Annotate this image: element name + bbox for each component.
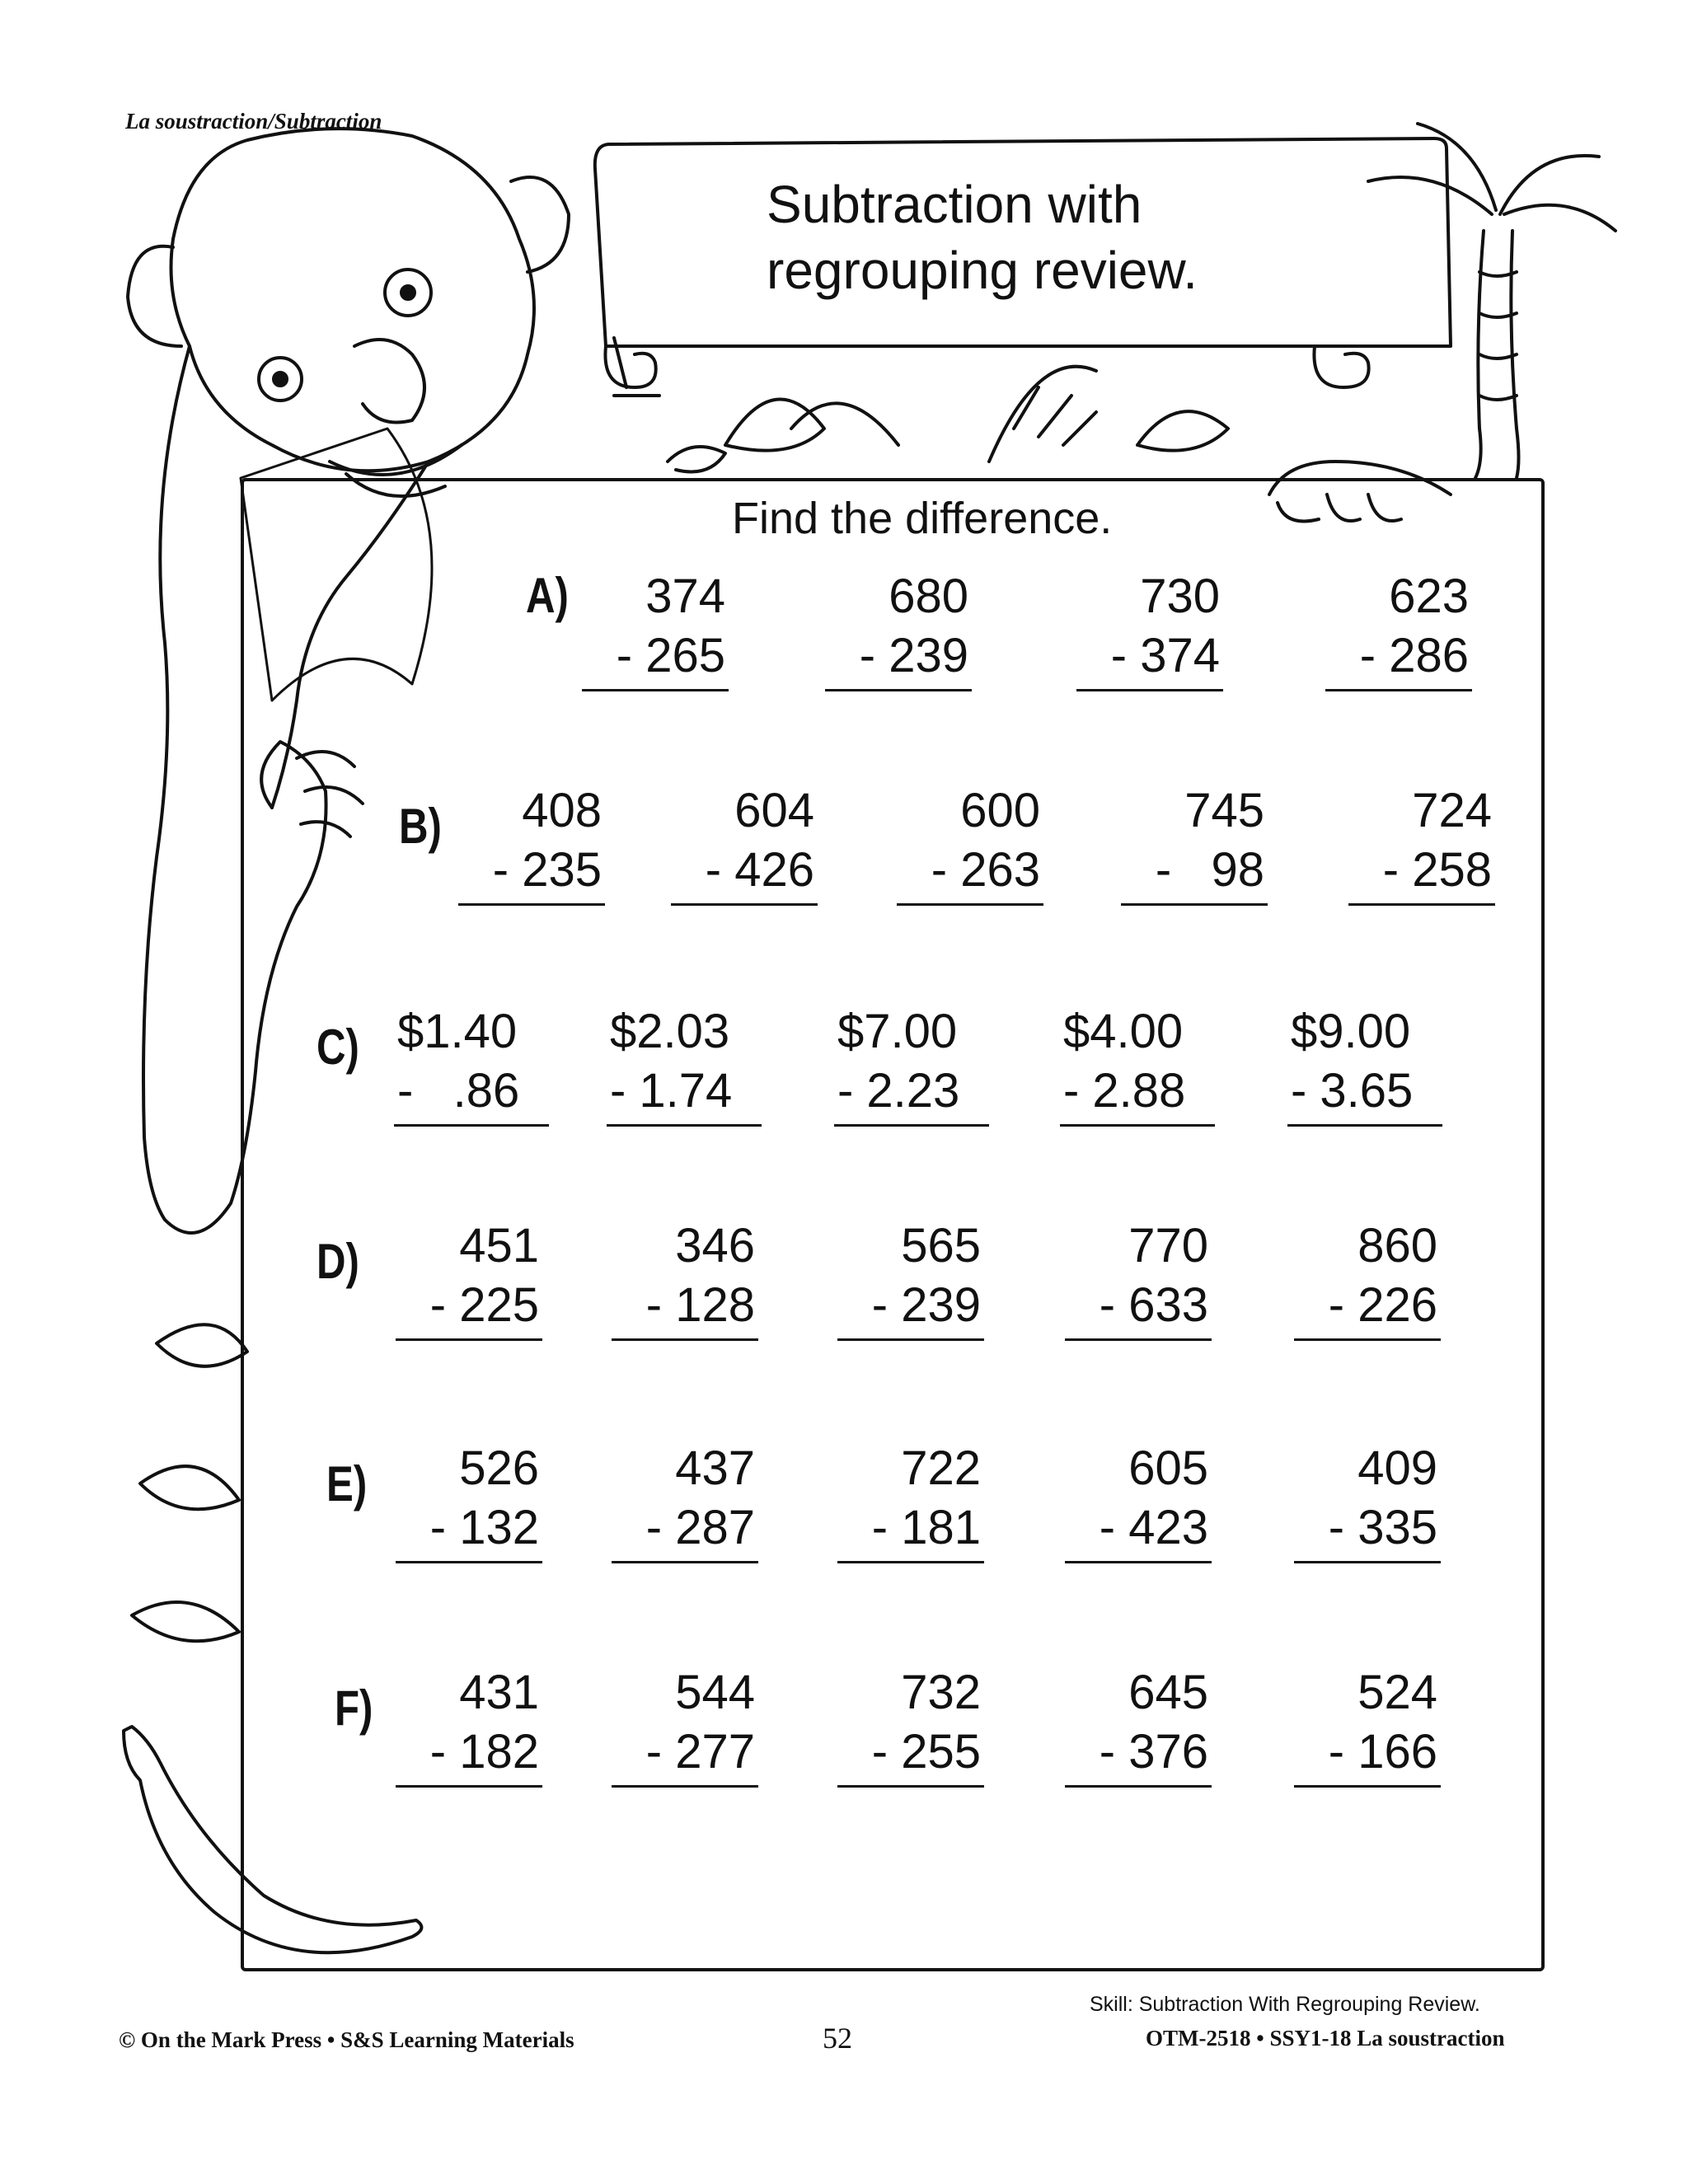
- problem-b-3: [900, 781, 1040, 900]
- answer-line: [671, 903, 818, 906]
- row-label-b: B): [399, 799, 442, 854]
- minuend: 680: [889, 569, 968, 623]
- subtrahend: - 98: [1155, 843, 1264, 897]
- header-label: La soustraction/Subtraction: [125, 109, 382, 134]
- subtrahend: - 181: [871, 1501, 981, 1554]
- problem-d-5: [1297, 1216, 1437, 1335]
- subtrahend: - 182: [429, 1725, 539, 1779]
- minuend: 565: [901, 1219, 981, 1272]
- answer-line: [1348, 903, 1495, 906]
- problem-b-5: [1352, 781, 1492, 900]
- problem-f-5: [1297, 1663, 1437, 1782]
- minuend: 437: [675, 1441, 755, 1495]
- subtrahend: - 2.88: [1063, 1064, 1186, 1118]
- answer-line: [458, 903, 605, 906]
- answer-line: [607, 1124, 762, 1127]
- answer-line: [1287, 1124, 1442, 1127]
- minuend: 724: [1412, 784, 1492, 837]
- answer-line: [834, 1124, 989, 1127]
- minuend: 605: [1128, 1441, 1208, 1495]
- answer-line: [1294, 1338, 1441, 1341]
- skill-text: Skill: Subtraction With Regrouping Review.: [1090, 1993, 1480, 2016]
- minuend: 732: [901, 1666, 981, 1719]
- answer-line: [1060, 1124, 1215, 1127]
- problem-f-4: [1068, 1663, 1208, 1782]
- subtrahend: - 3.65: [1291, 1064, 1414, 1118]
- answer-line: [1294, 1561, 1441, 1563]
- problem-d-1: [399, 1216, 539, 1335]
- problem-c-2: [610, 1002, 758, 1121]
- problem-d-2: [615, 1216, 755, 1335]
- answer-line: [1065, 1338, 1212, 1341]
- minuend: 526: [459, 1441, 539, 1495]
- problem-f-3: [841, 1663, 981, 1782]
- subtrahend: - 376: [1099, 1725, 1208, 1779]
- subtrahend: - 239: [871, 1278, 981, 1332]
- subtrahend: - 239: [859, 629, 968, 682]
- page-number: 52: [823, 2022, 852, 2055]
- minuend: $7.00: [837, 1005, 958, 1058]
- problem-c-3: [837, 1002, 986, 1121]
- subtrahend: - 166: [1328, 1725, 1437, 1779]
- answer-line: [837, 1785, 984, 1788]
- subtrahend: - 132: [429, 1501, 539, 1554]
- answer-line: [396, 1338, 542, 1341]
- minuend: 408: [522, 784, 602, 837]
- problem-e-5: [1297, 1439, 1437, 1558]
- problem-e-3: [841, 1439, 981, 1558]
- minuend: 346: [675, 1219, 755, 1272]
- copyright-text: © On the Mark Press • S&S Learning Materials: [119, 2027, 574, 2052]
- subtrahend: - 258: [1382, 843, 1492, 897]
- subtrahend: - 226: [1328, 1278, 1437, 1332]
- minuend: $9.00: [1291, 1005, 1411, 1058]
- answer-line: [1294, 1785, 1441, 1788]
- subtrahend: - 426: [705, 843, 814, 897]
- answer-line: [837, 1338, 984, 1341]
- subtrahend: - 1.74: [610, 1064, 733, 1118]
- minuend: 730: [1140, 569, 1220, 623]
- product-code: OTM-2518 • SSY1-18 La soustraction: [1146, 2026, 1505, 2050]
- banner-title: [767, 171, 1278, 303]
- banner-title-line-1: Subtraction with: [767, 175, 1142, 234]
- minuend: 745: [1184, 784, 1264, 837]
- subtrahend: - .86: [397, 1064, 520, 1118]
- subtrahend: - 128: [645, 1278, 755, 1332]
- subtrahend: - 287: [645, 1501, 755, 1554]
- answer-line: [612, 1561, 758, 1563]
- subtrahend: - 277: [645, 1725, 755, 1779]
- subtrahend: - 263: [931, 843, 1040, 897]
- subtrahend: - 225: [429, 1278, 539, 1332]
- problem-e-1: [399, 1439, 539, 1558]
- minuend: 604: [734, 784, 814, 837]
- subtrahend: - 255: [871, 1725, 981, 1779]
- problem-c-4: [1063, 1002, 1212, 1121]
- answer-line: [837, 1561, 984, 1563]
- minuend: 600: [960, 784, 1040, 837]
- minuend: $1.40: [397, 1005, 518, 1058]
- problem-d-3: [841, 1216, 981, 1335]
- problem-a-1: [585, 567, 725, 686]
- subtrahend: - 286: [1359, 629, 1469, 682]
- minuend: 860: [1357, 1219, 1437, 1272]
- problem-b-2: [674, 781, 814, 900]
- answer-line: [1065, 1785, 1212, 1788]
- problem-d-4: [1068, 1216, 1208, 1335]
- problem-c-5: [1291, 1002, 1439, 1121]
- answer-line: [825, 689, 972, 691]
- subtrahend: - 2.23: [837, 1064, 960, 1118]
- answer-line: [612, 1338, 758, 1341]
- answer-line: [582, 689, 729, 691]
- problem-f-1: [399, 1663, 539, 1782]
- answer-line: [1325, 689, 1472, 691]
- minuend: 770: [1128, 1219, 1208, 1272]
- answer-line: [1065, 1561, 1212, 1563]
- answer-line: [396, 1785, 542, 1788]
- subtrahend: - 265: [616, 629, 725, 682]
- problem-e-2: [615, 1439, 755, 1558]
- answer-line: [394, 1124, 549, 1127]
- minuend: 409: [1357, 1441, 1437, 1495]
- minuend: 451: [459, 1219, 539, 1272]
- problem-b-4: [1124, 781, 1264, 900]
- minuend: 431: [459, 1666, 539, 1719]
- minuend: 722: [901, 1441, 981, 1495]
- problem-a-3: [1080, 567, 1220, 686]
- minuend: 645: [1128, 1666, 1208, 1719]
- row-label-d: D): [316, 1234, 359, 1289]
- problem-b-1: [462, 781, 602, 900]
- minuend: 544: [675, 1666, 755, 1719]
- answer-line: [1076, 689, 1223, 691]
- minuend: 374: [645, 569, 725, 623]
- row-label-e: E): [326, 1456, 368, 1511]
- subtrahend: - 335: [1328, 1501, 1437, 1554]
- minuend: $2.03: [610, 1005, 730, 1058]
- subtrahend: - 235: [492, 843, 602, 897]
- subtrahend: - 633: [1099, 1278, 1208, 1332]
- row-label-a: A): [526, 568, 569, 623]
- problem-e-4: [1068, 1439, 1208, 1558]
- minuend: 524: [1357, 1666, 1437, 1719]
- answer-line: [396, 1561, 542, 1563]
- answer-line: [897, 903, 1043, 906]
- problem-c-1: [397, 1002, 546, 1121]
- instruction-text: Find the difference.: [732, 494, 1113, 543]
- subtrahend: - 423: [1099, 1501, 1208, 1554]
- answer-line: [1121, 903, 1268, 906]
- banner-title-line-2: regrouping review.: [767, 241, 1198, 300]
- problem-a-2: [828, 567, 968, 686]
- problem-f-2: [615, 1663, 755, 1782]
- answer-line: [612, 1785, 758, 1788]
- subtrahend: - 374: [1110, 629, 1220, 682]
- minuend: 623: [1389, 569, 1469, 623]
- row-label-f: F): [335, 1680, 373, 1736]
- monkey-icon: [171, 129, 535, 471]
- row-label-c: C): [316, 1019, 359, 1075]
- minuend: $4.00: [1063, 1005, 1184, 1058]
- problem-a-4: [1329, 567, 1469, 686]
- leaf-icon: [725, 399, 898, 450]
